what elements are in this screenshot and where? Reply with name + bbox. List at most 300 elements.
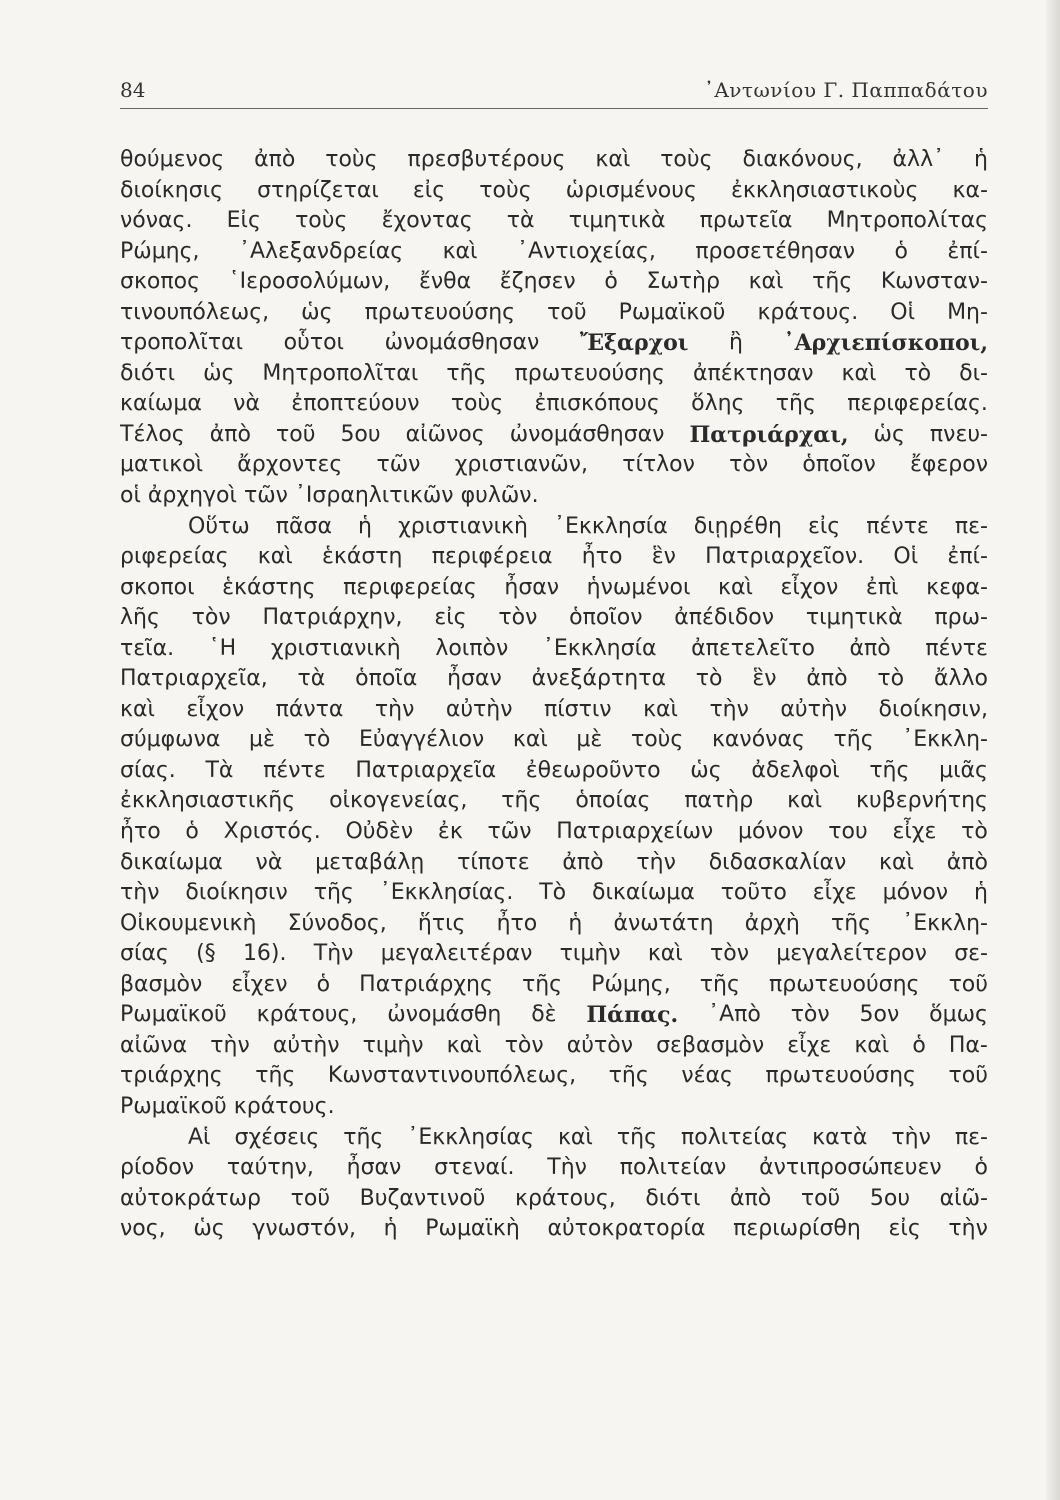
word: ἐπί- (947, 544, 988, 570)
word: καὶ (557, 1124, 593, 1150)
word: ἔχοντας (381, 208, 473, 234)
word: τὴν (636, 849, 676, 875)
text-line (120, 450, 988, 481)
word: Πατριαρχεῖα, (120, 666, 268, 692)
text-line (120, 542, 988, 573)
word: εἶχον (780, 574, 839, 600)
word: τὰ (506, 208, 535, 234)
word: Πατριαρχείων (556, 819, 714, 845)
word: Πατριαρχεῖον. (705, 544, 865, 570)
word: (§ (196, 941, 216, 967)
text-line (120, 939, 988, 970)
word: διοίκησιν (185, 880, 288, 906)
word: πρωτευούσης (514, 360, 665, 386)
word: καὶ (647, 941, 683, 967)
word: μόνον (737, 819, 804, 845)
word: ἦσαν (447, 666, 502, 692)
word: τιμητικὰ (568, 208, 666, 234)
word: ἐπισκόπους (534, 391, 660, 417)
word: πρεσβυτέρους (407, 147, 566, 172)
word: τοὺς (450, 391, 504, 417)
word: καὶ (748, 269, 784, 295)
word: κράτους. (233, 1093, 335, 1119)
word: Εὐαγγέλιον (358, 727, 485, 753)
word: μόνον (882, 880, 949, 906)
word: θούμενος (120, 147, 225, 172)
word: πρωτευούσης (364, 299, 516, 325)
word: 16). (242, 941, 287, 967)
word: τῆς (608, 1063, 649, 1089)
word: ᾿Αρχιεπίσκοποι, (783, 330, 988, 357)
word: πάντα (275, 696, 344, 722)
word: νὰ (255, 849, 283, 875)
word: ἄλλο (933, 666, 988, 692)
word: Πάπας. (586, 1002, 679, 1029)
word: τοὺς (295, 208, 348, 234)
word: Τὰ (205, 757, 234, 783)
word: καὶ (446, 1032, 482, 1058)
text-line (120, 573, 988, 604)
word: τὰ (297, 666, 326, 692)
word: κα- (952, 177, 988, 203)
word: αὐτοκράτωρ (120, 1185, 262, 1211)
text-line (120, 1061, 988, 1092)
text-line (120, 756, 988, 787)
word: ἡ (973, 880, 988, 906)
page-number: 84 (120, 78, 146, 102)
word: ὁποίας (575, 788, 651, 814)
word: τιμητικὰ (805, 605, 903, 631)
text-line (120, 1000, 988, 1031)
word: ᾿Ισραηλιτικῶν (294, 483, 454, 509)
text-line (120, 1153, 988, 1184)
word: τῆς (616, 1124, 657, 1150)
text-line (120, 298, 988, 329)
word: τροπολῖται (120, 330, 244, 356)
word: Οὐδὲν (345, 819, 414, 845)
word: του (828, 819, 868, 845)
word: τὴν (374, 696, 415, 722)
word: ὁ (974, 1155, 988, 1181)
text-line (120, 909, 988, 940)
word: στηρίζεται (257, 177, 379, 203)
word: Τὸ (539, 880, 567, 906)
page-header (120, 74, 988, 110)
word: πρωτεῖα (699, 208, 793, 234)
word: τριάρχης (120, 1063, 223, 1089)
word: τὴν (948, 1216, 988, 1242)
word: ᾿Εκκλησίας (407, 1124, 534, 1150)
word: ἀλλ᾿ (892, 147, 945, 172)
word: σχέσεις (234, 1124, 320, 1150)
word: ἔζησεν (499, 269, 576, 295)
text-line (120, 1214, 988, 1245)
word: ἀπὸ (562, 849, 604, 875)
word: νος, (120, 1216, 166, 1242)
word: ἥτις (417, 910, 466, 936)
word: τὴν (210, 1032, 250, 1058)
word: ἐπὶ (865, 574, 899, 600)
word: πολιτείαν (619, 1155, 727, 1181)
word: τὸ (961, 819, 988, 845)
word: μεγαλείτερον (776, 941, 927, 967)
word: ἀπέδιδον (674, 605, 775, 631)
word: ἐκκλησιαστικοὺς (731, 177, 919, 203)
body-text (120, 145, 988, 1245)
word: πρωτευούσης (768, 971, 920, 997)
word: Κωνσταντινουπόλεως, (327, 1063, 577, 1089)
word: Βυζαντινοῦ (359, 1185, 486, 1211)
word: τοὺς (325, 147, 378, 172)
word: τιμὴν (362, 1032, 424, 1058)
word: νέας (681, 1063, 733, 1089)
word: 5ον (859, 1002, 900, 1028)
word: εἰς (888, 1216, 921, 1242)
word: σεβασμὸν (656, 1032, 765, 1058)
word: μιᾶς (939, 757, 988, 783)
word: μὲ (249, 727, 275, 753)
word: τίτλον (622, 452, 695, 478)
word: τὴν (120, 880, 160, 906)
word: καὶ (718, 574, 753, 600)
word: ἀπετελεῖτο (691, 635, 815, 661)
word: ριφερείας (120, 544, 229, 570)
word: τὸ (877, 666, 905, 692)
word: αὐτοκρατορία (547, 1216, 706, 1242)
word: ἔφερον (909, 452, 988, 478)
word: ᾿Εκκλησία (554, 513, 668, 539)
word: εἶχε (812, 880, 857, 906)
word: Οἰκουμενικὴ (120, 910, 257, 936)
word: πολιτείας (680, 1124, 789, 1150)
word: τὸν (498, 605, 538, 631)
word: ἓν (752, 666, 777, 692)
word: ἡ (358, 513, 372, 539)
word: τὴν (709, 696, 749, 722)
text-line (120, 878, 988, 909)
word: τὸν (790, 1002, 830, 1028)
word: καὶ (854, 1032, 890, 1058)
word: τῆς (313, 880, 354, 906)
word: τῆς (446, 360, 487, 386)
word: ἐπί- (947, 238, 988, 264)
word: γνωστόν, (252, 1216, 356, 1242)
word: μὲ (576, 727, 603, 753)
word: αἰῶ- (939, 1185, 988, 1211)
word: ὁποῖον (569, 605, 643, 631)
word: ἐκ (437, 819, 463, 845)
word: Οὕτω (188, 513, 250, 539)
word: ἄρχοντες (237, 452, 343, 478)
word: τῆς (812, 269, 853, 295)
text-line (120, 237, 988, 268)
word: λοιπὸν (435, 635, 509, 661)
word: πατὴρ (684, 788, 754, 814)
word: ᾿Εκκλησία (542, 635, 657, 661)
word: πίστιν (543, 696, 612, 722)
word: σκοποι (120, 574, 195, 600)
word: ἑκάστης (222, 574, 316, 600)
word: Οἱ (893, 544, 919, 570)
word: κράτους. (757, 299, 859, 325)
word: τοῦ (948, 1063, 988, 1089)
word: ὡς (301, 299, 333, 325)
word: ὡρισμένους (565, 177, 697, 203)
text-line (120, 389, 988, 420)
word: ὠνομάσθησαν (509, 421, 665, 447)
word: τοὺς (660, 147, 713, 172)
word: Τέλος (120, 421, 185, 447)
word: εἶχον (186, 696, 245, 722)
word: δι- (959, 360, 988, 386)
word: καίωμα (120, 391, 202, 417)
word: διότι (120, 360, 176, 386)
word: ὡς (193, 1216, 225, 1242)
word: πρω- (934, 605, 988, 631)
word: τῶν (487, 819, 532, 845)
word: φυλῶν. (460, 483, 539, 509)
word: ἀντιπροσώπευεν (759, 1155, 942, 1181)
word: εἶχε (892, 819, 937, 845)
word: σύμφωνα (120, 727, 221, 753)
word: προσετέθησαν (695, 238, 856, 264)
word: Μητροπολίτας (826, 208, 988, 234)
word: ἡνωμένοι (586, 574, 691, 600)
word: τῶν (376, 452, 421, 478)
text-line (120, 328, 988, 359)
word: περιφερείας. (847, 391, 988, 417)
word: οἰκογενείας, (329, 788, 468, 814)
word: τὸν (729, 452, 769, 478)
word: ἐκκλησιαστικῆς (120, 788, 296, 814)
word: τὸν (710, 941, 750, 967)
word: στεναί. (434, 1155, 515, 1181)
word: δὲ (531, 1002, 557, 1028)
word: τεῖα. (120, 635, 175, 661)
word: τοῦ (275, 421, 316, 447)
word: Ἔξαρχοι (579, 330, 689, 357)
word: ἑκάστη (321, 544, 403, 570)
word: ὅλης (691, 391, 745, 417)
word: ἀδελφοὶ (751, 757, 840, 783)
word: ᾿Εκκλησίας. (379, 880, 514, 906)
word: λῆς (120, 605, 160, 631)
word: βασμὸν (120, 971, 203, 997)
word: τοῦ (547, 299, 587, 325)
word: Ρωμαϊκοῦ (120, 1093, 227, 1119)
word: ὁ (912, 1032, 926, 1058)
word: καὶ (879, 849, 914, 875)
word: διότι (645, 1185, 701, 1211)
word: ἀπὸ (254, 147, 296, 172)
word: τῆς (343, 1124, 384, 1150)
word: τὸν (191, 605, 231, 631)
word: ὠνομάσθη (387, 1002, 502, 1028)
word: ἡ (568, 910, 583, 936)
word: κράτους, (256, 1002, 358, 1028)
text-line (120, 786, 988, 817)
text-line (120, 634, 988, 665)
word: αἰῶνα (120, 1032, 188, 1058)
word: Ρώμης, (120, 238, 200, 264)
word: χριστιανικὴ (270, 635, 401, 661)
word: ἦτο (581, 544, 623, 570)
word: τιμὴν (559, 941, 621, 967)
word: τοὺς (630, 727, 684, 753)
word: τινουπόλεως, (120, 299, 270, 325)
text-line (120, 206, 988, 237)
word: Τὴν (547, 1155, 587, 1181)
word: Χριστός. (223, 819, 321, 845)
word: διοίκησιν, (878, 696, 988, 722)
word: καὶ (442, 238, 478, 264)
word: χριστιανῶν, (454, 452, 588, 478)
word: χριστιανικὴ (398, 513, 528, 539)
word: σκοπος (120, 269, 200, 295)
word: τὸ (904, 360, 932, 386)
word: τὸ (303, 727, 331, 753)
word: πέντε (866, 513, 929, 539)
word: ἀπὸ (849, 635, 891, 661)
word: Πατριάρχην, (262, 605, 403, 631)
word: οἱ (120, 483, 141, 509)
word: Πα- (948, 1032, 988, 1058)
text-line (120, 970, 988, 1001)
word: διακόνους, (742, 147, 863, 172)
text-line (120, 603, 988, 634)
word: ὁ (604, 269, 618, 295)
word: καὶ (841, 360, 877, 386)
word: τῶν (243, 483, 288, 509)
word: μεγαλειτέραν (380, 941, 533, 967)
word: Σωτὴρ (646, 269, 720, 295)
header-rule (120, 108, 988, 109)
word: πε- (954, 1124, 988, 1150)
text-line (120, 817, 988, 848)
word: περιωρίσθη (733, 1216, 861, 1242)
word: ἀπὸ (209, 421, 251, 447)
word: διῃρέθη (693, 513, 782, 539)
word: ἀπὸ (806, 666, 848, 692)
word: τοῦ (290, 1185, 331, 1211)
word: νόνας. (120, 208, 193, 234)
word: ἀνωτάτη (613, 910, 714, 936)
word: καὶ (595, 147, 631, 172)
word: καὶ (257, 544, 293, 570)
word: πέντε (925, 635, 988, 661)
word: ἡ (383, 1216, 398, 1242)
word: καὶ (120, 696, 155, 722)
word: αὐτὴν (780, 696, 848, 722)
word: τὸ (695, 666, 723, 692)
word: Αἱ (188, 1124, 211, 1150)
word: καὶ (512, 727, 548, 753)
word: αὐτὸν (566, 1032, 634, 1058)
word: ρίοδον (120, 1155, 195, 1181)
word: ὁ (894, 238, 908, 264)
word: ἓν (651, 544, 676, 570)
word: Πατριάρχης (359, 971, 493, 997)
word: Σύνοδος, (287, 910, 387, 936)
word: τῆς (869, 757, 910, 783)
word: εἶχεν (231, 971, 288, 997)
running-title: ᾿Αντωνίου Γ. Παππαδάτου (703, 78, 988, 102)
text-line (120, 512, 988, 543)
word: σίας (120, 941, 169, 967)
word: ἡ (973, 147, 988, 172)
word: δικαίωμα (120, 849, 223, 875)
word: ματικοὶ (120, 452, 204, 478)
text-line (120, 420, 988, 451)
word: Κωνσταν- (880, 269, 988, 295)
word: κυβερνήτης (856, 788, 988, 814)
word: ἀνεξάρτητα (531, 666, 666, 692)
text-line (120, 725, 988, 756)
word: ῾Ιεροσολύμων, (228, 269, 391, 295)
word: τοῦ (800, 1185, 841, 1211)
word: κανόνας (711, 727, 805, 753)
word: τῆς (775, 391, 816, 417)
word: ἦσαν (504, 574, 560, 600)
word: ᾿Εκκλη- (902, 910, 988, 936)
word: ἀρχὴ (744, 910, 800, 936)
word: ἔνθα (418, 269, 472, 295)
word: πᾶσα (275, 513, 332, 539)
word: ὁποῖον (802, 452, 876, 478)
word: ταύτην, (226, 1155, 314, 1181)
word: Εἰς (226, 208, 261, 234)
word: αὐτὴν (272, 1032, 340, 1058)
word: πέντε (263, 757, 326, 783)
word: τῆς (501, 788, 542, 814)
text-line (120, 267, 988, 298)
word: περιφερείας (343, 574, 477, 600)
text-line (120, 664, 988, 695)
word: ἐθεωροῦντο (525, 757, 661, 783)
text-line (120, 1123, 988, 1154)
word: εἰς (412, 177, 446, 203)
word: ἢ (729, 330, 743, 356)
word: πε- (954, 513, 988, 539)
word: ὅμως (929, 1002, 988, 1028)
text-line (120, 1184, 988, 1215)
word: νὰ (233, 391, 260, 417)
text-line (120, 481, 988, 512)
word: ἦτο (120, 819, 161, 845)
page-edge (1046, 0, 1060, 1500)
word: ᾿Αντιοχείας, (516, 238, 656, 264)
word: Ρωμαϊκοῦ (618, 299, 726, 325)
word: τὸν (504, 1032, 544, 1058)
word: Ρώμης, (591, 971, 671, 997)
word: ἀπὸ (946, 849, 988, 875)
word: τῆς (833, 727, 874, 753)
word: ᾿Απὸ (708, 1002, 761, 1028)
word: ἀπέκτησαν (692, 360, 814, 386)
word: Πατριάρχαι, (689, 421, 849, 448)
word: Μη- (947, 299, 988, 325)
word: αὐτὴν (445, 696, 513, 722)
word: τῆς (521, 971, 563, 997)
word: Τὴν (313, 941, 354, 967)
word: ῾Η (208, 635, 237, 661)
word: περιφέρεια (431, 544, 553, 570)
text-line (120, 176, 988, 207)
word: Ρωμαϊκὴ (425, 1216, 520, 1242)
word: ᾿Αλεξανδρείας (238, 238, 404, 264)
word: οὗτοι (283, 330, 344, 356)
word: διοίκησις (120, 177, 224, 203)
